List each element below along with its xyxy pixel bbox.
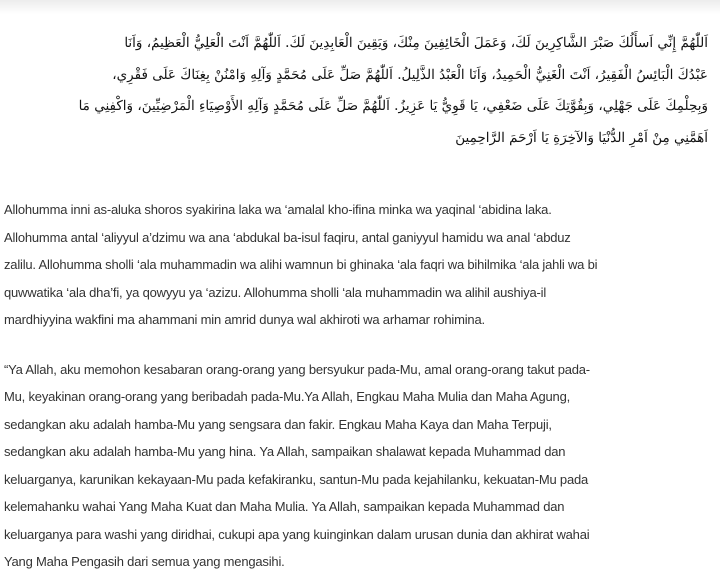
- arabic-line: عَبْدُكَ الْبَائِسُ الْفَقِيرُ، اَنْتَ الْغَنِيُّ الْحَمِيدُ، وَاَنَا الْعَبْدُ الذَّلِيلُ. اَللّٰهُمَّ صَلِّ عَلَى مُحَمَّدٍ وَآلِهِ وَامْنُنْ بِغِنَاكَ عَلَى فَقْرِي،: [112, 66, 708, 83]
- text-line: quwwatika ‘ala dha’fi, ya qowyyu ya ‘azizu. Allohumma sholli ‘ala muhammadin wa alihil aushiya-il: [4, 284, 547, 300]
- translation-paragraph: [4, 356, 710, 576]
- text-line: zalilu. Allohumma sholli ‘ala muhammadin wa alihi wamnun bi ghinaka ‘ala faqri wa bihilmika ‘ala jahli wa bi: [4, 257, 598, 272]
- text-line: kelemahanku wahai Yang Maha Kuat dan Maha Mulia. Ya Allah, sampaikan kepada Muhammad dan: [4, 499, 565, 514]
- text-line: Allohumma antal ‘aliyyul a’dzimu wa ana ‘abdukal ba-isul faqiru, antal ganiyyul hamidu wa anal ‘abduz: [4, 229, 571, 245]
- arabic-prayer: [4, 28, 710, 154]
- text-line: keluarganya para washi yang diridhai, cukupi apa yang kuinginkan dalam urusan dunia dan akhirat wahai: [4, 526, 590, 542]
- text-line: Allohumma inni as-aluka shoros syakirina laka wa ‘amalal kho-ifina minka wa yaqinal ‘abidina laka.: [4, 202, 552, 217]
- text-line: sedangkan aku adalah hamba-Mu yang sengsara dan fakir. Engkau Maha Kaya dan Maha Terpuji,: [4, 416, 552, 432]
- text-line: sedangkan aku adalah hamba-Mu yang hina. Ya Allah, sampaikan shalawat kepada Muhammad dan: [4, 444, 566, 459]
- text-line: Mu, keyakinan orang-orang yang beribadah pada-Mu.Ya Allah, Engkau Maha Mulia dan Maha Agung,: [4, 389, 571, 404]
- text-line: keluarganya, karunikan kekayaan-Mu pada kefakiranku, santun-Mu pada kejahilanku, kekuatan-Mu pada: [4, 471, 589, 487]
- text-line: mardhiyyina wakfini ma ahammani min amrid dunya wal akhiroti wa arhamar rohimina.: [4, 312, 485, 327]
- transliteration-paragraph: [4, 196, 710, 334]
- top-shadow: [0, 0, 720, 14]
- text-line: “Ya Allah, aku memohon kesabaran orang-orang yang bersyukur pada-Mu, amal orang-orang takut pada-: [4, 361, 590, 377]
- arabic-line: وَبِحِلْمِكَ عَلَى جَهْلِي، وَبِقُوَّتِكَ عَلَى ضَعْفِي، يَا قَوِيُّ يَا عَزِيزُ. اَللّٰهُمَّ صَلِّ عَلَى مُحَمَّدٍ وَآلِهِ الأَوْصِيَاءِ الْمَرْضِيِّينَ، وَاكْفِنِي مَا: [78, 98, 708, 114]
- arabic-line: اَهَمَّنِي مِنْ اَمْرِ الدُّنْيَا وَالآخِرَةِ يَا اَرْحَمَ الرَّاحِمِينَ: [455, 129, 708, 146]
- text-line: Yang Maha Pengasih dari semua yang mengasihi.: [4, 554, 285, 569]
- arabic-line: اَللّٰهُمَّ إِنِّي اَسأَلُكَ صَبْرَ الشَّاكِرِينَ لَكَ، وَعَمَلَ الْخَائِفِينَ مِنْكَ، وَيَقِينَ الْعَابِدِينَ لَكَ. اَللّٰهُمَّ اَنْتَ الْعَلِيُّ الْعَظِيمُ، وَاَنَا: [124, 35, 708, 51]
